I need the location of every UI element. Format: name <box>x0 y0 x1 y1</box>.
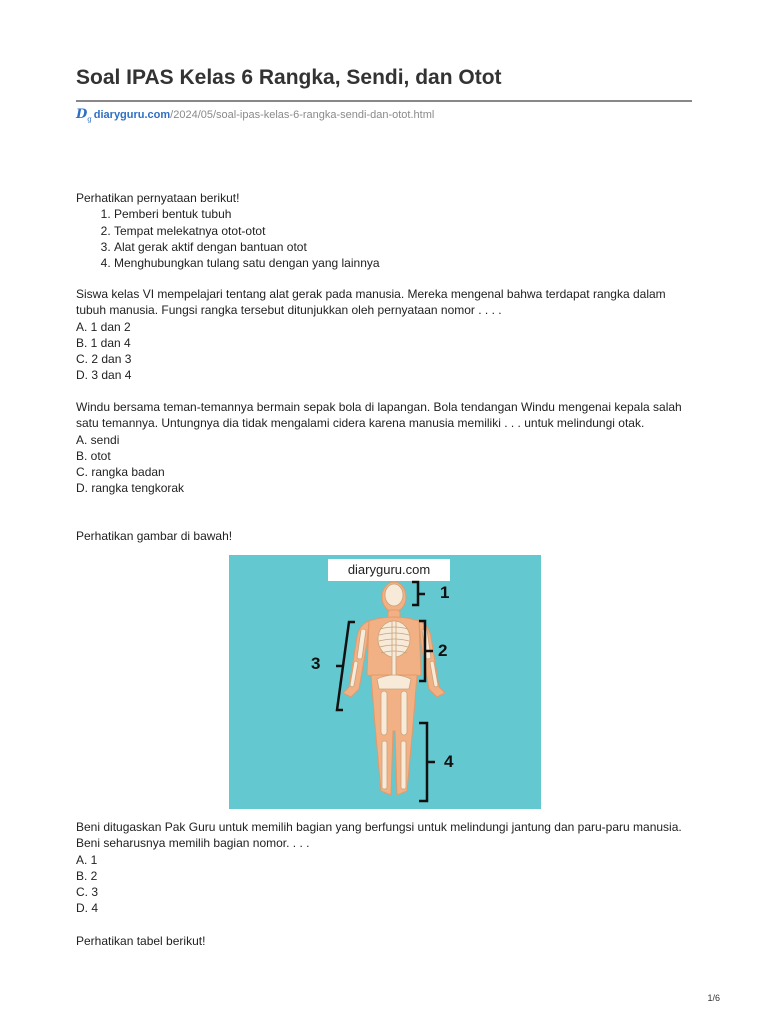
answer-option: D. rangka tengkorak <box>76 481 185 496</box>
answer-option: A. 1 dan 2 <box>76 319 131 334</box>
figure-label-2: 2 <box>438 641 448 660</box>
q3-intro-block <box>76 528 692 544</box>
figure-label-4: 4 <box>444 752 454 771</box>
source-domain[interactable]: diaryguru.com <box>93 109 171 121</box>
question-2 <box>76 399 692 497</box>
q2-question: Windu bersama teman-temannya bermain sepak bola di lapangan. Bola tendangan Windu mengenai kepala salah satu temannya. Untungnya dia tidak mengalami cidera karena manusia memiliki . . . untuk melindungi otak. <box>76 400 682 431</box>
answer-option: B. 2 <box>76 868 98 883</box>
page-number: 1/6 <box>707 993 720 1003</box>
list-item: 4. Menghubungkan tulang satu dengan yang lainnya <box>114 255 692 271</box>
list-item: 2. Tempat melekatnya otot-otot <box>114 223 692 239</box>
source-path[interactable]: /2024/05/soal-ipas-kelas-6-rangka-sendi-dan-otot.html <box>170 109 435 121</box>
list-item: 1. Pemberi bentuk tubuh <box>114 206 692 222</box>
question-1-body <box>76 286 692 384</box>
answer-option: D. 4 <box>76 901 99 916</box>
figure-watermark: diaryguru.com <box>328 559 450 581</box>
answer-option: D. 3 dan 4 <box>76 368 132 383</box>
q4-intro: Perhatikan tabel berikut! <box>76 934 206 948</box>
question-3-body <box>76 819 692 917</box>
answer-option: A. sendi <box>76 432 120 447</box>
figure-label-1: 1 <box>440 583 450 602</box>
q3-intro: Perhatikan gambar di bawah! <box>76 529 233 543</box>
answer-option: C. 3 <box>76 885 99 900</box>
skeleton-illustration <box>229 555 541 809</box>
q3-question: Beni ditugaskan Pak Guru untuk memilih bagian yang berfungsi untuk melindungi jantung dan paru-paru manusia. Beni seharusnya memilih bagian nomor. . . . <box>76 820 682 851</box>
q4-intro-block <box>76 933 692 949</box>
answer-option: A. 1 <box>76 852 98 867</box>
answer-option: B. 1 dan 4 <box>76 335 131 350</box>
question-1 <box>76 190 692 271</box>
q1-question: Siswa kelas VI mempelajari tentang alat gerak pada manusia. Mereka mengenal bahwa terdapat rangka dalam tubuh manusia. Fungsi rangka tersebut ditunjukkan oleh pernyataan nomor . . . . <box>76 287 666 318</box>
answer-option: B. otot <box>76 448 111 463</box>
page-title: Soal IPAS Kelas 6 Rangka, Sendi, dan Otot <box>76 66 502 89</box>
answer-option: C. 2 dan 3 <box>76 352 132 367</box>
q1-intro: Perhatikan pernyataan berikut! <box>76 191 240 205</box>
title-divider <box>76 100 692 102</box>
list-item: 3. Alat gerak aktif dengan bantuan otot <box>114 239 692 255</box>
skeleton-figure <box>229 555 541 809</box>
q1-statement-list <box>76 206 692 271</box>
source-url[interactable] <box>76 107 434 124</box>
answer-option: C. rangka badan <box>76 465 165 480</box>
diaryguru-logo-icon: $D_g$ <box>76 107 92 124</box>
figure-label-3: 3 <box>311 654 321 673</box>
